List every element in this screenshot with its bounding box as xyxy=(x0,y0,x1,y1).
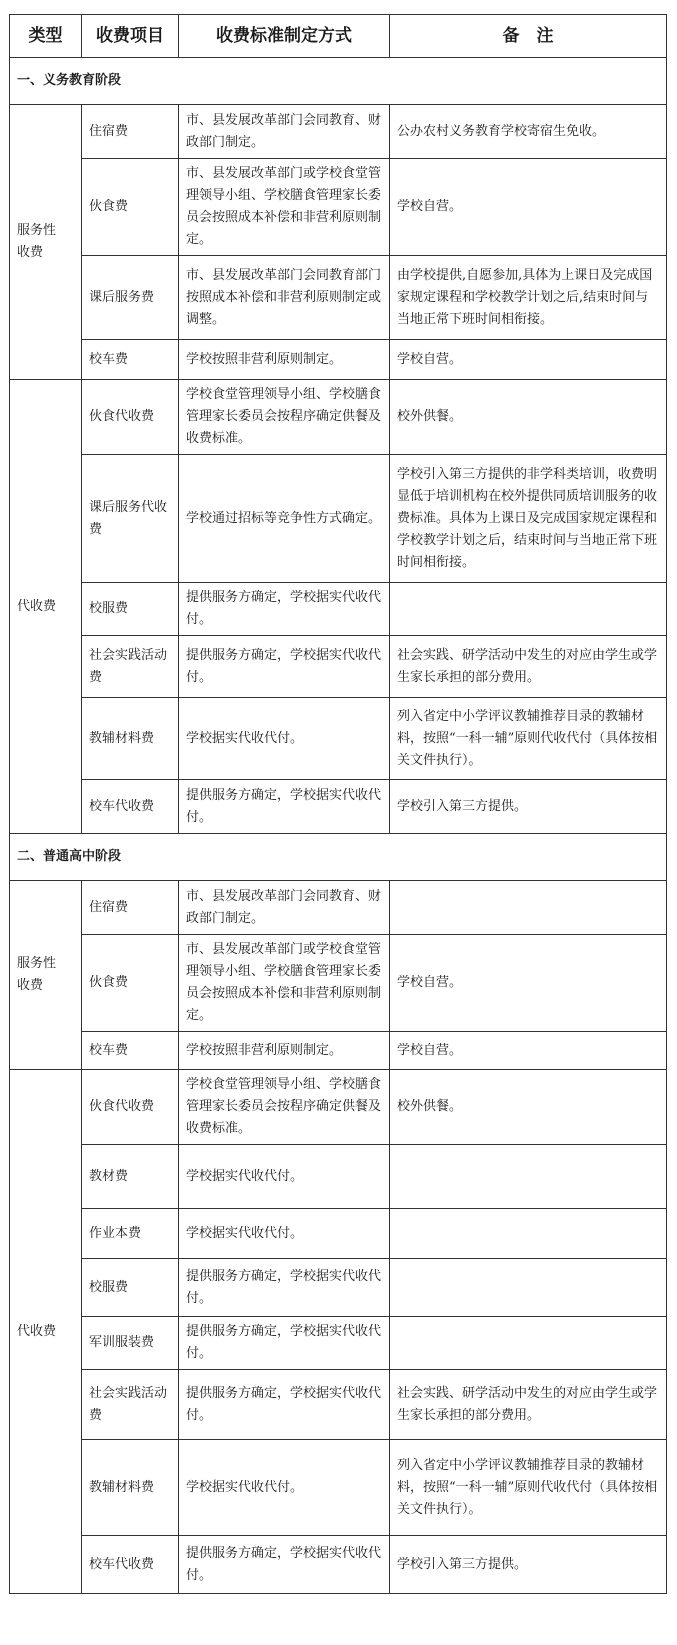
table-row xyxy=(10,256,667,340)
standard-method-cell: 市、县发展改革部门会同教育、财政部门制定。 xyxy=(179,881,390,935)
remarks-cell: 学校引入第三方提供。 xyxy=(390,780,667,834)
table-row xyxy=(10,340,667,380)
remarks-cell: 学校引入第三方提供。 xyxy=(390,1536,667,1594)
category-cell: 代收费 xyxy=(10,380,82,834)
remarks-cell xyxy=(390,583,667,636)
header-fee-item: 收费项目 xyxy=(82,15,179,58)
standard-method-cell: 市、县发展改革部门会同教育、财政部门制定。 xyxy=(179,105,390,159)
fee-item-cell: 作业本费 xyxy=(82,1209,179,1259)
table-row xyxy=(10,780,667,834)
standard-method-cell: 学校按照非营利原则制定。 xyxy=(179,1032,390,1070)
table-row xyxy=(10,380,667,455)
standard-method-cell: 提供服务方确定，学校据实代收代付。 xyxy=(179,1370,390,1440)
standard-method-cell: 学校据实代收代付。 xyxy=(179,1145,390,1209)
header-type: 类型 xyxy=(10,15,82,58)
standard-method-cell: 学校食堂管理领导小组、学校膳食管理家长委员会按程序确定供餐及收费标准。 xyxy=(179,380,390,455)
fee-item-cell: 社会实践活动费 xyxy=(82,1370,179,1440)
remarks-cell: 学校自营。 xyxy=(390,340,667,380)
remarks-cell: 学校自营。 xyxy=(390,1032,667,1070)
standard-method-cell: 提供服务方确定，学校据实代收代付。 xyxy=(179,1259,390,1317)
fee-item-cell: 住宿费 xyxy=(82,881,179,935)
table-row xyxy=(10,881,667,935)
remarks-cell: 列入省定中小学评议教辅推荐目录的教辅材料，按照“一科一辅”原则代收代付（具体按相关文件执行）。 xyxy=(390,1440,667,1536)
fee-item-cell: 校服费 xyxy=(82,1259,179,1317)
category-cell: 服务性 收费 xyxy=(10,881,82,1070)
fee-item-cell: 校车代收费 xyxy=(82,780,179,834)
table-row xyxy=(10,1536,667,1594)
fee-item-cell: 校服费 xyxy=(82,583,179,636)
table-row xyxy=(10,583,667,636)
standard-method-cell: 提供服务方确定，学校据实代收代付。 xyxy=(179,636,390,698)
remarks-cell: 列入省定中小学评议教辅推荐目录的教辅材料，按照“一科一辅”原则代收代付（具体按相关文件执行）。 xyxy=(390,698,667,780)
table-row xyxy=(10,1370,667,1440)
fee-item-cell: 军训服装费 xyxy=(82,1317,179,1370)
remarks-cell: 校外供餐。 xyxy=(390,1070,667,1145)
table-row xyxy=(10,636,667,698)
remarks-cell xyxy=(390,1209,667,1259)
table-row xyxy=(10,698,667,780)
table-row xyxy=(10,1145,667,1209)
standard-method-cell: 学校食堂管理领导小组、学校膳食管理家长委员会按程序确定供餐及收费标准。 xyxy=(179,1070,390,1145)
table-row xyxy=(10,455,667,583)
standard-method-cell: 提供服务方确定，学校据实代收代付。 xyxy=(179,1317,390,1370)
header-remarks: 备 注 xyxy=(390,15,667,58)
fee-item-cell: 校车费 xyxy=(82,1032,179,1070)
fee-item-cell: 课后服务代收费 xyxy=(82,455,179,583)
table-row xyxy=(10,1209,667,1259)
fee-item-cell: 教材费 xyxy=(82,1145,179,1209)
fee-item-cell: 伙食代收费 xyxy=(82,380,179,455)
standard-method-cell: 市、县发展改革部门会同教育部门按照成本补偿和非营利原则制定或调整。 xyxy=(179,256,390,340)
remarks-cell: 由学校提供,自愿参加,具体为上课日及完成国家规定课程和学校教学计划之后,结束时间与当地正常下班时间相衔接。 xyxy=(390,256,667,340)
fee-item-cell: 伙食费 xyxy=(82,159,179,256)
section-row xyxy=(10,834,667,881)
fee-item-cell: 伙食费 xyxy=(82,935,179,1032)
fee-item-cell: 课后服务费 xyxy=(82,256,179,340)
table-row xyxy=(10,1032,667,1070)
category-cell: 服务性 收费 xyxy=(10,105,82,380)
remarks-cell: 公办农村义务教育学校寄宿生免收。 xyxy=(390,105,667,159)
table-row xyxy=(10,935,667,1032)
standard-method-cell: 提供服务方确定，学校据实代收代付。 xyxy=(179,1536,390,1594)
fee-item-cell: 住宿费 xyxy=(82,105,179,159)
remarks-cell xyxy=(390,881,667,935)
fee-item-cell: 校车费 xyxy=(82,340,179,380)
remarks-cell: 学校引入第三方提供的非学科类培训，收费明显低于培训机构在校外提供同质培训服务的收费标准。具体为上课日及完成国家规定课程和学校教学计划之后，结束时间与当地正常下班时间相衔接。 xyxy=(390,455,667,583)
remarks-cell: 社会实践、研学活动中发生的对应由学生或学生家长承担的部分费用。 xyxy=(390,1370,667,1440)
category-cell: 代收费 xyxy=(10,1070,82,1594)
fee-table xyxy=(9,14,667,1594)
table-body xyxy=(10,58,667,1594)
section-row xyxy=(10,58,667,105)
fee-item-cell: 教辅材料费 xyxy=(82,1440,179,1536)
table-row xyxy=(10,1259,667,1317)
table-row xyxy=(10,105,667,159)
fee-item-cell: 教辅材料费 xyxy=(82,698,179,780)
standard-method-cell: 学校据实代收代付。 xyxy=(179,698,390,780)
standard-method-cell: 市、县发展改革部门或学校食堂管理领导小组、学校膳食管理家长委员会按照成本补偿和非营利原则制定。 xyxy=(179,935,390,1032)
standard-method-cell: 学校按照非营利原则制定。 xyxy=(179,340,390,380)
standard-method-cell: 市、县发展改革部门或学校食堂管理领导小组、学校膳食管理家长委员会按照成本补偿和非营利原则制定。 xyxy=(179,159,390,256)
header-standard-method: 收费标准制定方式 xyxy=(179,15,390,58)
table-row xyxy=(10,1440,667,1536)
remarks-cell xyxy=(390,1259,667,1317)
table-row xyxy=(10,1317,667,1370)
standard-method-cell: 学校据实代收代付。 xyxy=(179,1440,390,1536)
table-header-row xyxy=(10,15,667,58)
remarks-cell xyxy=(390,1145,667,1209)
standard-method-cell: 提供服务方确定，学校据实代收代付。 xyxy=(179,780,390,834)
section-title: 一、义务教育阶段 xyxy=(10,58,667,105)
fee-item-cell: 社会实践活动费 xyxy=(82,636,179,698)
fee-item-cell: 伙食代收费 xyxy=(82,1070,179,1145)
standard-method-cell: 提供服务方确定，学校据实代收代付。 xyxy=(179,583,390,636)
remarks-cell: 学校自营。 xyxy=(390,935,667,1032)
standard-method-cell: 学校通过招标等竞争性方式确定。 xyxy=(179,455,390,583)
remarks-cell: 学校自营。 xyxy=(390,159,667,256)
remarks-cell: 校外供餐。 xyxy=(390,380,667,455)
table-row xyxy=(10,1070,667,1145)
standard-method-cell: 学校据实代收代付。 xyxy=(179,1209,390,1259)
fee-item-cell: 校车代收费 xyxy=(82,1536,179,1594)
remarks-cell xyxy=(390,1317,667,1370)
table-row xyxy=(10,159,667,256)
remarks-cell: 社会实践、研学活动中发生的对应由学生或学生家长承担的部分费用。 xyxy=(390,636,667,698)
section-title: 二、普通高中阶段 xyxy=(10,834,667,881)
